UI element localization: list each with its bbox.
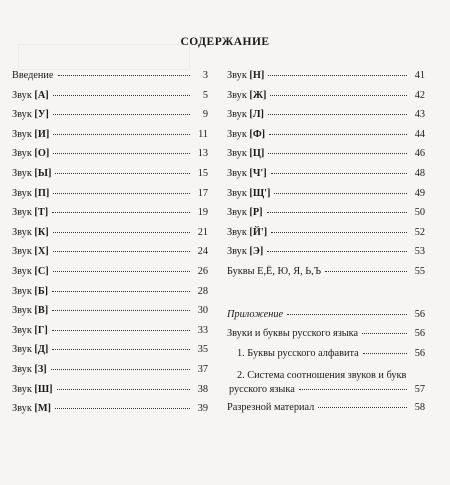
entry-prefix: Звук (12, 128, 35, 140)
toc-entry (12, 266, 208, 286)
entry-prefix: Звук (12, 344, 35, 356)
entry-prefix: Звук (227, 207, 250, 219)
page-number: 43 (414, 109, 425, 121)
leader-dots (271, 232, 407, 233)
leader-dots (53, 134, 190, 135)
page-number: 24 (197, 246, 208, 258)
page-number: 19 (197, 207, 208, 219)
sound-symbol: [К] (34, 226, 49, 238)
toc-entry (12, 305, 208, 325)
toc-entry (227, 109, 425, 129)
entry-label (12, 384, 53, 395)
entry-prefix: Звук (12, 187, 35, 199)
toc-entry (12, 325, 208, 345)
sound-symbol: [Й'] (249, 226, 268, 238)
leader-dots (271, 173, 407, 174)
sound-symbol: [Ц] (249, 148, 265, 160)
sound-symbol: [С] (34, 265, 49, 277)
sound-symbol: [У] (34, 109, 49, 121)
page-number: 5 (202, 89, 208, 101)
page-number: 15 (197, 167, 208, 179)
leader-dots (325, 271, 407, 272)
toc-entry (227, 90, 425, 110)
toc-entry-appendix (227, 309, 425, 329)
sound-symbol: [Б] (34, 285, 49, 297)
toc-entry (227, 207, 425, 227)
entry-prefix: Звук (12, 89, 35, 101)
page-number: 57 (414, 383, 425, 395)
entry-prefix: Звук (12, 383, 35, 395)
page-number: 50 (414, 207, 425, 219)
sound-symbol: [Д] (34, 344, 49, 356)
entry-prefix: Звук (12, 363, 35, 375)
page-number: 53 (414, 246, 425, 258)
entry-prefix: Звук (227, 187, 250, 199)
toc-entry (12, 168, 208, 188)
entry-prefix: Звук (12, 167, 35, 179)
leader-dots (53, 193, 190, 194)
page-number: 17 (197, 187, 208, 199)
page-number: 55 (414, 265, 425, 277)
page-number: 28 (197, 285, 208, 297)
toc-entry-item-2 (227, 369, 425, 396)
toc-entry (12, 384, 208, 404)
page-number: 37 (197, 363, 208, 375)
page-number: 11 (198, 128, 208, 140)
entry-label (227, 266, 321, 277)
page-number: 35 (197, 344, 208, 356)
leader-dots (55, 173, 190, 174)
page-number: 46 (414, 148, 425, 160)
page-number: 30 (197, 305, 208, 317)
leader-dots (52, 330, 190, 331)
toc-right-column (227, 70, 425, 422)
toc-entry (12, 364, 208, 384)
toc-entry (227, 70, 425, 90)
leader-dots (53, 95, 190, 96)
toc-entry (227, 188, 425, 208)
page-number: 3 (202, 70, 208, 81)
page-number: 56 (414, 328, 425, 340)
leader-dots (52, 291, 190, 292)
entry-label (12, 305, 48, 316)
sound-symbol: [Щ'] (249, 187, 271, 199)
leader-dots (270, 95, 407, 96)
page-number: 39 (197, 403, 208, 415)
entry-prefix: Введение (12, 70, 54, 81)
entry-label (12, 207, 48, 218)
toc-entry (227, 129, 425, 149)
entry-prefix: Звук (227, 128, 250, 140)
page-title: СОДЕРЖАНИЕ (180, 36, 270, 48)
sound-symbol: [Л] (249, 109, 264, 121)
leader-dots (52, 349, 190, 350)
toc-entry (12, 129, 208, 149)
entry-label (12, 90, 49, 101)
toc-entry-item-1 (227, 348, 425, 368)
leader-dots (363, 353, 407, 354)
sound-symbol: [Р] (249, 207, 263, 219)
sound-symbol: [Ж] (249, 89, 267, 101)
entry-label (227, 109, 264, 120)
page-number: 33 (197, 324, 208, 336)
entry-label (12, 227, 49, 238)
entry-label (227, 90, 266, 101)
page-number: 42 (414, 89, 425, 101)
toc-entry (12, 246, 208, 266)
sound-symbol: [М] (34, 403, 51, 415)
page-number: 21 (197, 226, 208, 238)
entry-label (227, 188, 270, 199)
toc-entry (12, 109, 208, 129)
leader-dots (274, 193, 407, 194)
entry-label (227, 246, 263, 257)
leader-dots (269, 134, 407, 135)
entry-prefix: Звук (227, 246, 250, 258)
sound-symbol: [Н] (249, 70, 265, 81)
entry-label (227, 148, 264, 159)
leader-dots (52, 212, 190, 213)
entry-prefix: Звук (227, 89, 250, 101)
entry-prefix: Звук (227, 226, 250, 238)
leader-dots (52, 310, 190, 311)
entry-label (12, 168, 51, 179)
page-number: 56 (414, 308, 425, 320)
sound-symbol: [Х] (34, 246, 49, 258)
toc-entry (12, 207, 208, 227)
entry-label (227, 227, 267, 238)
entry-label (12, 246, 49, 257)
leader-dots (299, 389, 407, 390)
toc-entry (12, 188, 208, 208)
entry-label (12, 188, 49, 199)
leader-dots (268, 75, 407, 76)
entry-prefix: Звук (12, 246, 35, 258)
appendix-heading: Приложение (227, 308, 284, 320)
entry-prefix: Звук (227, 109, 250, 121)
toc-entry-section (227, 328, 425, 348)
entry-prefix: Звук (12, 324, 35, 336)
entry-prefix: Звук (227, 70, 250, 81)
entry-label (12, 403, 51, 414)
leader-dots (53, 114, 190, 115)
page-number: 38 (197, 383, 208, 395)
entry-label (12, 109, 49, 120)
toc-entry-cutout (227, 402, 425, 422)
entry-prefix: Звук (12, 148, 35, 160)
entry-prefix: Звук (227, 167, 250, 179)
toc-entry (227, 246, 425, 266)
leader-dots (268, 153, 407, 154)
toc-entry (12, 90, 208, 110)
entry-label (12, 286, 48, 297)
sound-symbol: [Г] (34, 324, 48, 336)
sound-symbol: [Ф] (249, 128, 266, 140)
leader-dots (55, 408, 190, 409)
sound-symbol: [П] (34, 187, 50, 199)
sound-symbol: [И] (34, 128, 50, 140)
leader-dots (53, 153, 190, 154)
toc-entry (227, 266, 425, 286)
leader-dots (53, 271, 190, 272)
page-number: 44 (414, 128, 425, 140)
leader-dots (51, 369, 190, 370)
toc-entry (12, 403, 208, 423)
section-label: Звуки и буквы русского языка (227, 328, 359, 340)
entry-label (12, 129, 49, 140)
leader-dots (58, 75, 190, 76)
entry-label (227, 168, 267, 179)
toc-entry (12, 344, 208, 364)
toc-entry (12, 286, 208, 306)
entry-prefix: Звук (12, 109, 35, 121)
leader-dots (267, 212, 407, 213)
entry-label (12, 325, 48, 336)
page-number: 13 (197, 148, 208, 160)
entry-label (227, 129, 265, 140)
toc-entry (227, 168, 425, 188)
sound-symbol: [Ы] (34, 167, 52, 179)
leader-dots (53, 232, 190, 233)
entry-label (12, 266, 49, 277)
entry-label (12, 70, 54, 81)
page-number: 58 (414, 402, 425, 414)
toc-entry (227, 227, 425, 247)
page-number: 9 (202, 109, 208, 121)
page-number: 49 (414, 187, 425, 199)
entry-label (227, 207, 263, 218)
page-number: 41 (414, 70, 425, 81)
sound-symbol: [О] (34, 148, 50, 160)
toc-entry (12, 70, 208, 90)
entry-label (12, 364, 47, 375)
sound-symbol: [Ч'] (249, 167, 267, 179)
leader-dots (318, 407, 407, 408)
page-number: 52 (414, 226, 425, 238)
page-number: 26 (197, 265, 208, 277)
sound-symbol: [Ш] (34, 383, 53, 395)
item-label: 1. Буквы русского алфавита (237, 347, 359, 359)
item-label-line-1: 2. Система соотношения звуков и букв (237, 370, 407, 382)
entry-prefix: Звук (12, 305, 35, 317)
cutout-label: Разрезной материал (227, 402, 315, 414)
entry-prefix: Звук (227, 148, 250, 160)
leader-dots (57, 389, 190, 390)
sound-symbol: [В] (34, 305, 49, 317)
toc-entry (12, 227, 208, 247)
page-number: 56 (414, 347, 425, 359)
page-number: 48 (414, 167, 425, 179)
item-label-line-2: русского языка (229, 383, 295, 395)
leader-dots (287, 314, 407, 315)
entry-prefix: Звук (12, 285, 35, 297)
toc-left-column (12, 70, 208, 423)
sound-symbol: [А] (34, 89, 49, 101)
leader-dots (268, 114, 407, 115)
toc-entry (227, 148, 425, 168)
sound-symbol: [Э] (249, 246, 264, 258)
entry-prefix: Звук (12, 207, 35, 219)
sound-symbol: [З] (34, 363, 47, 375)
leader-dots (53, 251, 190, 252)
toc-entry (12, 148, 208, 168)
leader-dots (267, 251, 407, 252)
entry-label (12, 148, 49, 159)
entry-label (227, 70, 264, 81)
sound-symbol: [Т] (34, 207, 49, 219)
leader-dots (362, 333, 407, 334)
entry-label (12, 344, 48, 355)
entry-prefix: Буквы Е,Ё, Ю, Я, Ь,Ъ (227, 265, 321, 277)
entry-prefix: Звук (12, 265, 35, 277)
entry-prefix: Звук (12, 226, 35, 238)
entry-prefix: Звук (12, 403, 35, 415)
